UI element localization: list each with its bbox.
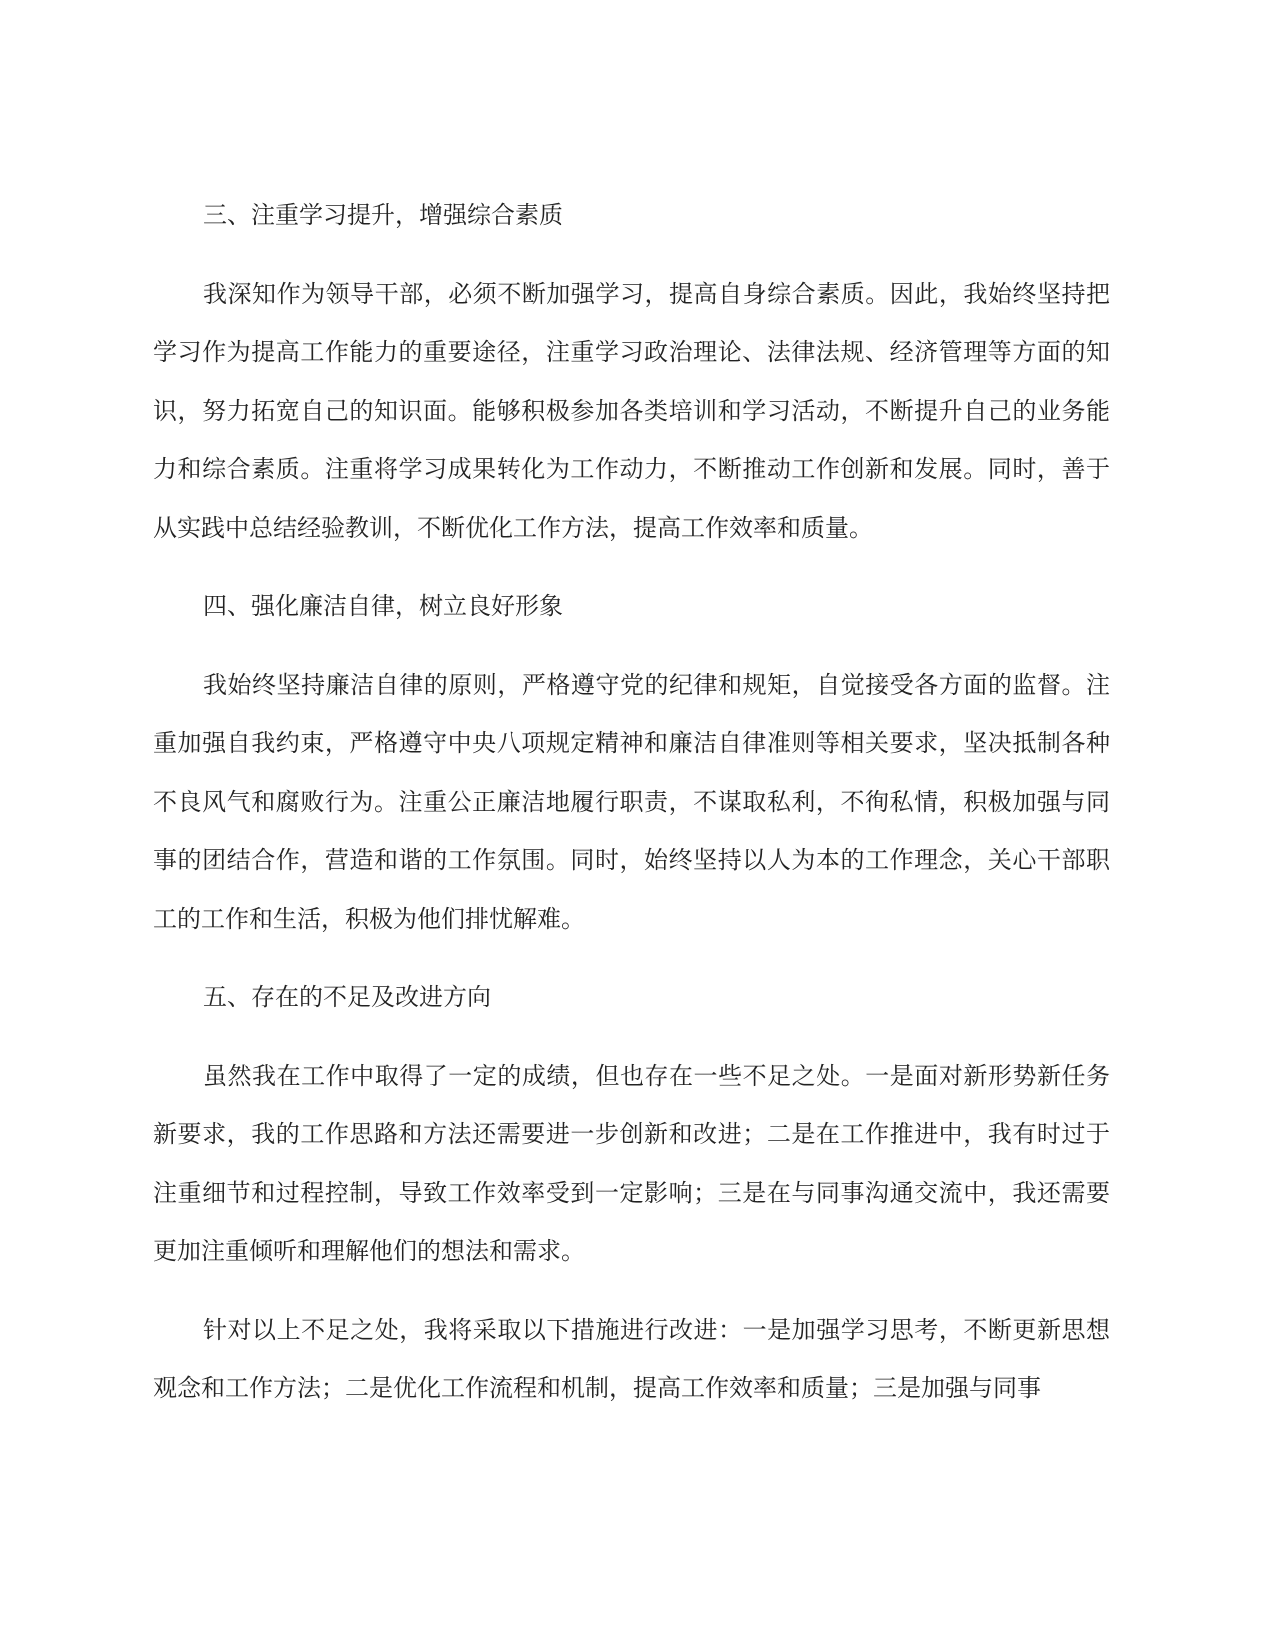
section-4-paragraph-1: 我始终坚持廉洁自律的原则，严格遵守党的纪律和规矩，自觉接受各方面的监督。注重加强自我约束，严格遵守中央八项规定精神和廉洁自律准则等相关要求，坚决抵制各种不良风气和腐败行为。注重公正廉洁地履行职责，不谋取私利，不徇私情，积极加强与同事的团结合作，营造和谐的工作氛围。同时，始终坚持以人为本的工作理念，关心干部职工的工作和生活，积极为他们排忧解难。 — [153, 670, 1110, 933]
section-5-paragraph-2: 针对以上不足之处，我将采取以下措施进行改进：一是加强学习思考，不断更新思想观念和工作方法；二是优化工作流程和机制，提高工作效率和质量；三是加强与同事 — [153, 1315, 1110, 1402]
section-heading-4: 四、强化廉洁自律，树立良好形象 — [203, 592, 563, 620]
section-heading-3: 三、注重学习提升，增强综合素质 — [203, 201, 563, 229]
section-5-paragraph-1: 虽然我在工作中取得了一定的成绩，但也存在一些不足之处。一是面对新形势新任务新要求，我的工作思路和方法还需要进一步创新和改进；二是在工作推进中，我有时过于注重细节和过程控制，导致工作效率受到一定影响；三是在与同事沟通交流中，我还需要更加注重倾听和理解他们的想法和需求。 — [153, 1061, 1110, 1265]
section-heading-5: 五、存在的不足及改进方向 — [203, 983, 491, 1011]
section-3-paragraph-1: 我深知作为领导干部，必须不断加强学习，提高自身综合素质。因此，我始终坚持把学习作为提高工作能力的重要途径，注重学习政治理论、法律法规、经济管理等方面的知识，努力拓宽自己的知识面。能够积极参加各类培训和学习活动，不断提升自己的业务能力和综合素质。注重将学习成果转化为工作动力，不断推动工作创新和发展。同时，善于从实践中总结经验教训，不断优化工作方法，提高工作效率和质量。 — [153, 279, 1110, 542]
document-body — [153, 186, 1110, 1438]
